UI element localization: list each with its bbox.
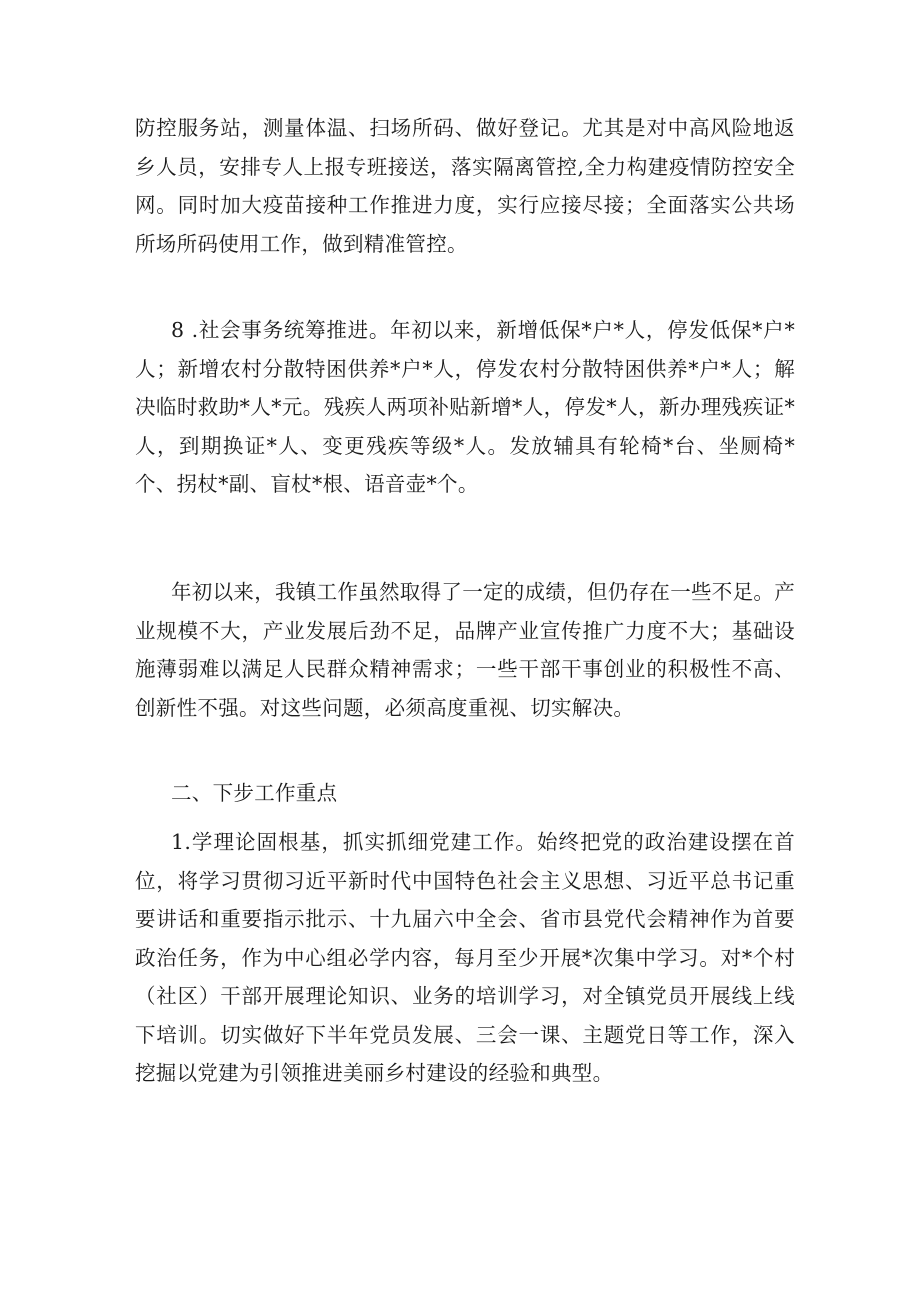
paragraph-party-building: 1.学理论固根基，抓实抓细党建工作。始终把党的政治建设摆在首位，将学习贯彻习近平新时代中国特色社会主义思想、习近平总书记重要讲话和重要指示批示、十九届六中全会、省市县党代会精神作为首要政治任务，作为中心组必学内容，每月至少开展*次集中学习。对*个村（社区）干部开展理论知识、业务的培训学习，对全镇党员开展线上线下培训。切实做好下半年党员发展、三会一课、主题党日等工作，深入挖掘以党建为引领推进美丽乡村建设的经验和典型。 (135, 830, 795, 1085)
paragraph-epidemic-control: 防控服务站，测量体温、扫场所码、做好登记。尤其是对中高风险地返乡人员，安排专人上报专班接送，落实隔离管控,全力构建疫情防控安全网。同时加大疫苗接种工作推进力度，实行应接尽接；全面落实公共场所场所码使用工作，做到精准管控。 (135, 116, 795, 256)
paragraph-social-affairs: 8 .社会事务统筹推进。年初以来，新增低保*户*人，停发低保*户*人；新增农村分散特困供养*户*人，停发农村分散特困供养*户*人；解决临时救助*人*元。残疾人两项补贴新增*人，停发*人，新办理残疾证*人，到期换证*人、变更残疾等级*人。发放辅具有轮椅*台、坐厕椅*个、拐杖*副、盲杖*根、语音壶*个。 (135, 318, 795, 496)
section-heading-next-steps: 二、下步工作重点 (171, 781, 338, 805)
paragraph-shortcomings: 年初以来，我镇工作虽然取得了一定的成绩，但仍存在一些不足。产业规模不大，产业发展后劲不足，品牌产业宣传推广力度不大；基础设施薄弱难以满足人民群众精神需求；一些干部干事创业的积极性不高、创新性不强。对这些问题，必须高度重视、切实解决。 (135, 580, 795, 720)
